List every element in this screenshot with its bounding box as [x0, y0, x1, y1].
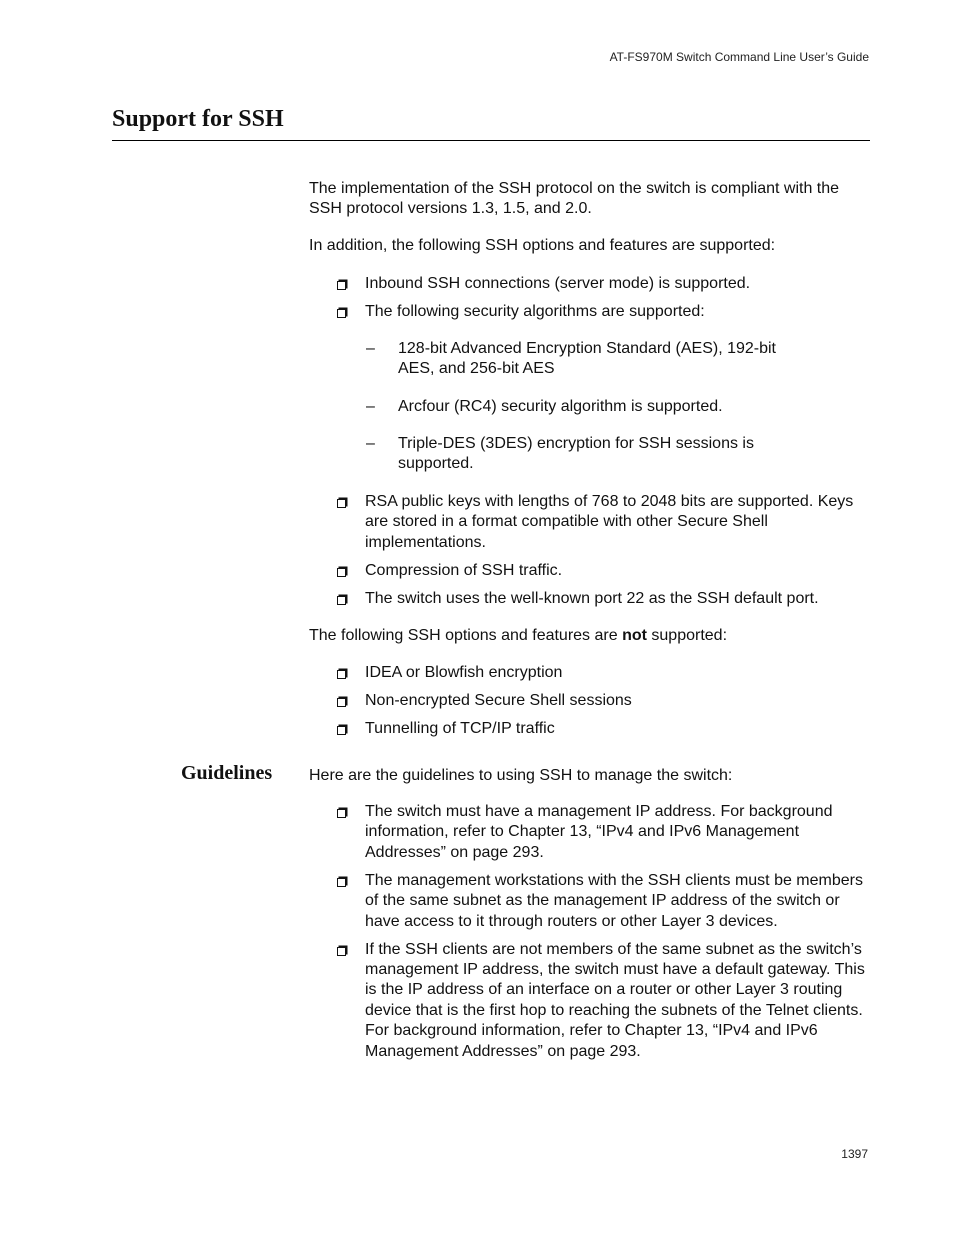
checkbox-bullet-icon [337, 670, 346, 679]
list-item: Tunnelling of TCP/IP traffic [334, 719, 869, 739]
list-item: Inbound SSH connections (server mode) is supported. [334, 274, 869, 294]
not-supported-list [334, 663, 869, 739]
dash-bullet: – [366, 398, 375, 415]
list-item: IDEA or Blowfish encryption [334, 663, 869, 683]
supported-list-continued [334, 492, 869, 609]
checkbox-bullet-icon [337, 309, 346, 318]
list-item: The management workstations with the SSH clients must be members of the same subnet as the management IP address of the switch or have access to it through routers or other Layer 3 devices. [334, 871, 869, 932]
list-item: The switch must have a management IP address. For background information, refer to Chapter 13, “IPv4 and IPv6 Management Addresses” on page 293. [334, 802, 869, 863]
list-item: RSA public keys with lengths of 768 to 2048 bits are supported. Keys are stored in a format compatible with other Secure Shell implementations. [334, 492, 869, 553]
list-item: The switch uses the well-known port 22 as the SSH default port. [334, 589, 869, 609]
page-title: Support for SSH [112, 106, 284, 132]
list-item: Non-encrypted Secure Shell sessions [334, 691, 869, 711]
algorithm-item: – Arcfour (RC4) security algorithm is supported. [366, 397, 786, 417]
checkbox-bullet-icon [337, 281, 346, 290]
intro-paragraph: The implementation of the SSH protocol on the switch is compliant with the SSH protocol versions 1.3, 1.5, and 2.0. [309, 180, 840, 218]
checkbox-bullet-icon [337, 947, 346, 956]
supported-list [334, 274, 869, 322]
guidelines-lead: Here are the guidelines to using SSH to manage the switch: [309, 767, 733, 784]
checkbox-bullet-icon [337, 878, 346, 887]
guidelines-list [334, 802, 869, 1062]
list-item: If the SSH clients are not members of the same subnet as the switch’s management IP address, the switch must have a default gateway. This is the IP address of an interface on a router or other Layer 3 routing device that is the first hop to reaching the subnets of the Telnet clients. For background information, refer to Chapter 13, “IPv4 and IPv6 Management Addresses” on page 293. [334, 940, 869, 1062]
algorithm-item: – Triple-DES (3DES) encryption for SSH sessions is supported. [366, 435, 754, 473]
running-header: AT-FS970M Switch Command Line User’s Guide [609, 50, 869, 64]
checkbox-bullet-icon [337, 726, 346, 735]
checkbox-bullet-icon [337, 596, 346, 605]
checkbox-bullet-icon [337, 568, 346, 577]
checkbox-bullet-icon [337, 499, 346, 508]
algorithm-item: – 128-bit Advanced Encryption Standard (AES), 192-bit AES, and 256-bit AES [366, 340, 776, 378]
supported-lead: In addition, the following SSH options and features are supported: [309, 237, 776, 254]
page-number: 1397 [841, 1147, 868, 1161]
checkbox-bullet-icon [337, 698, 346, 707]
dash-bullet: – [366, 340, 375, 357]
dash-bullet: – [366, 435, 375, 452]
guidelines-heading: Guidelines [181, 762, 273, 784]
checkbox-bullet-icon [337, 809, 346, 818]
list-item: Compression of SSH traffic. [334, 561, 869, 581]
list-item: The following security algorithms are supported: [334, 302, 869, 322]
not-supported-lead: The following SSH options and features are not supported: [309, 627, 728, 644]
title-rule [112, 140, 870, 141]
